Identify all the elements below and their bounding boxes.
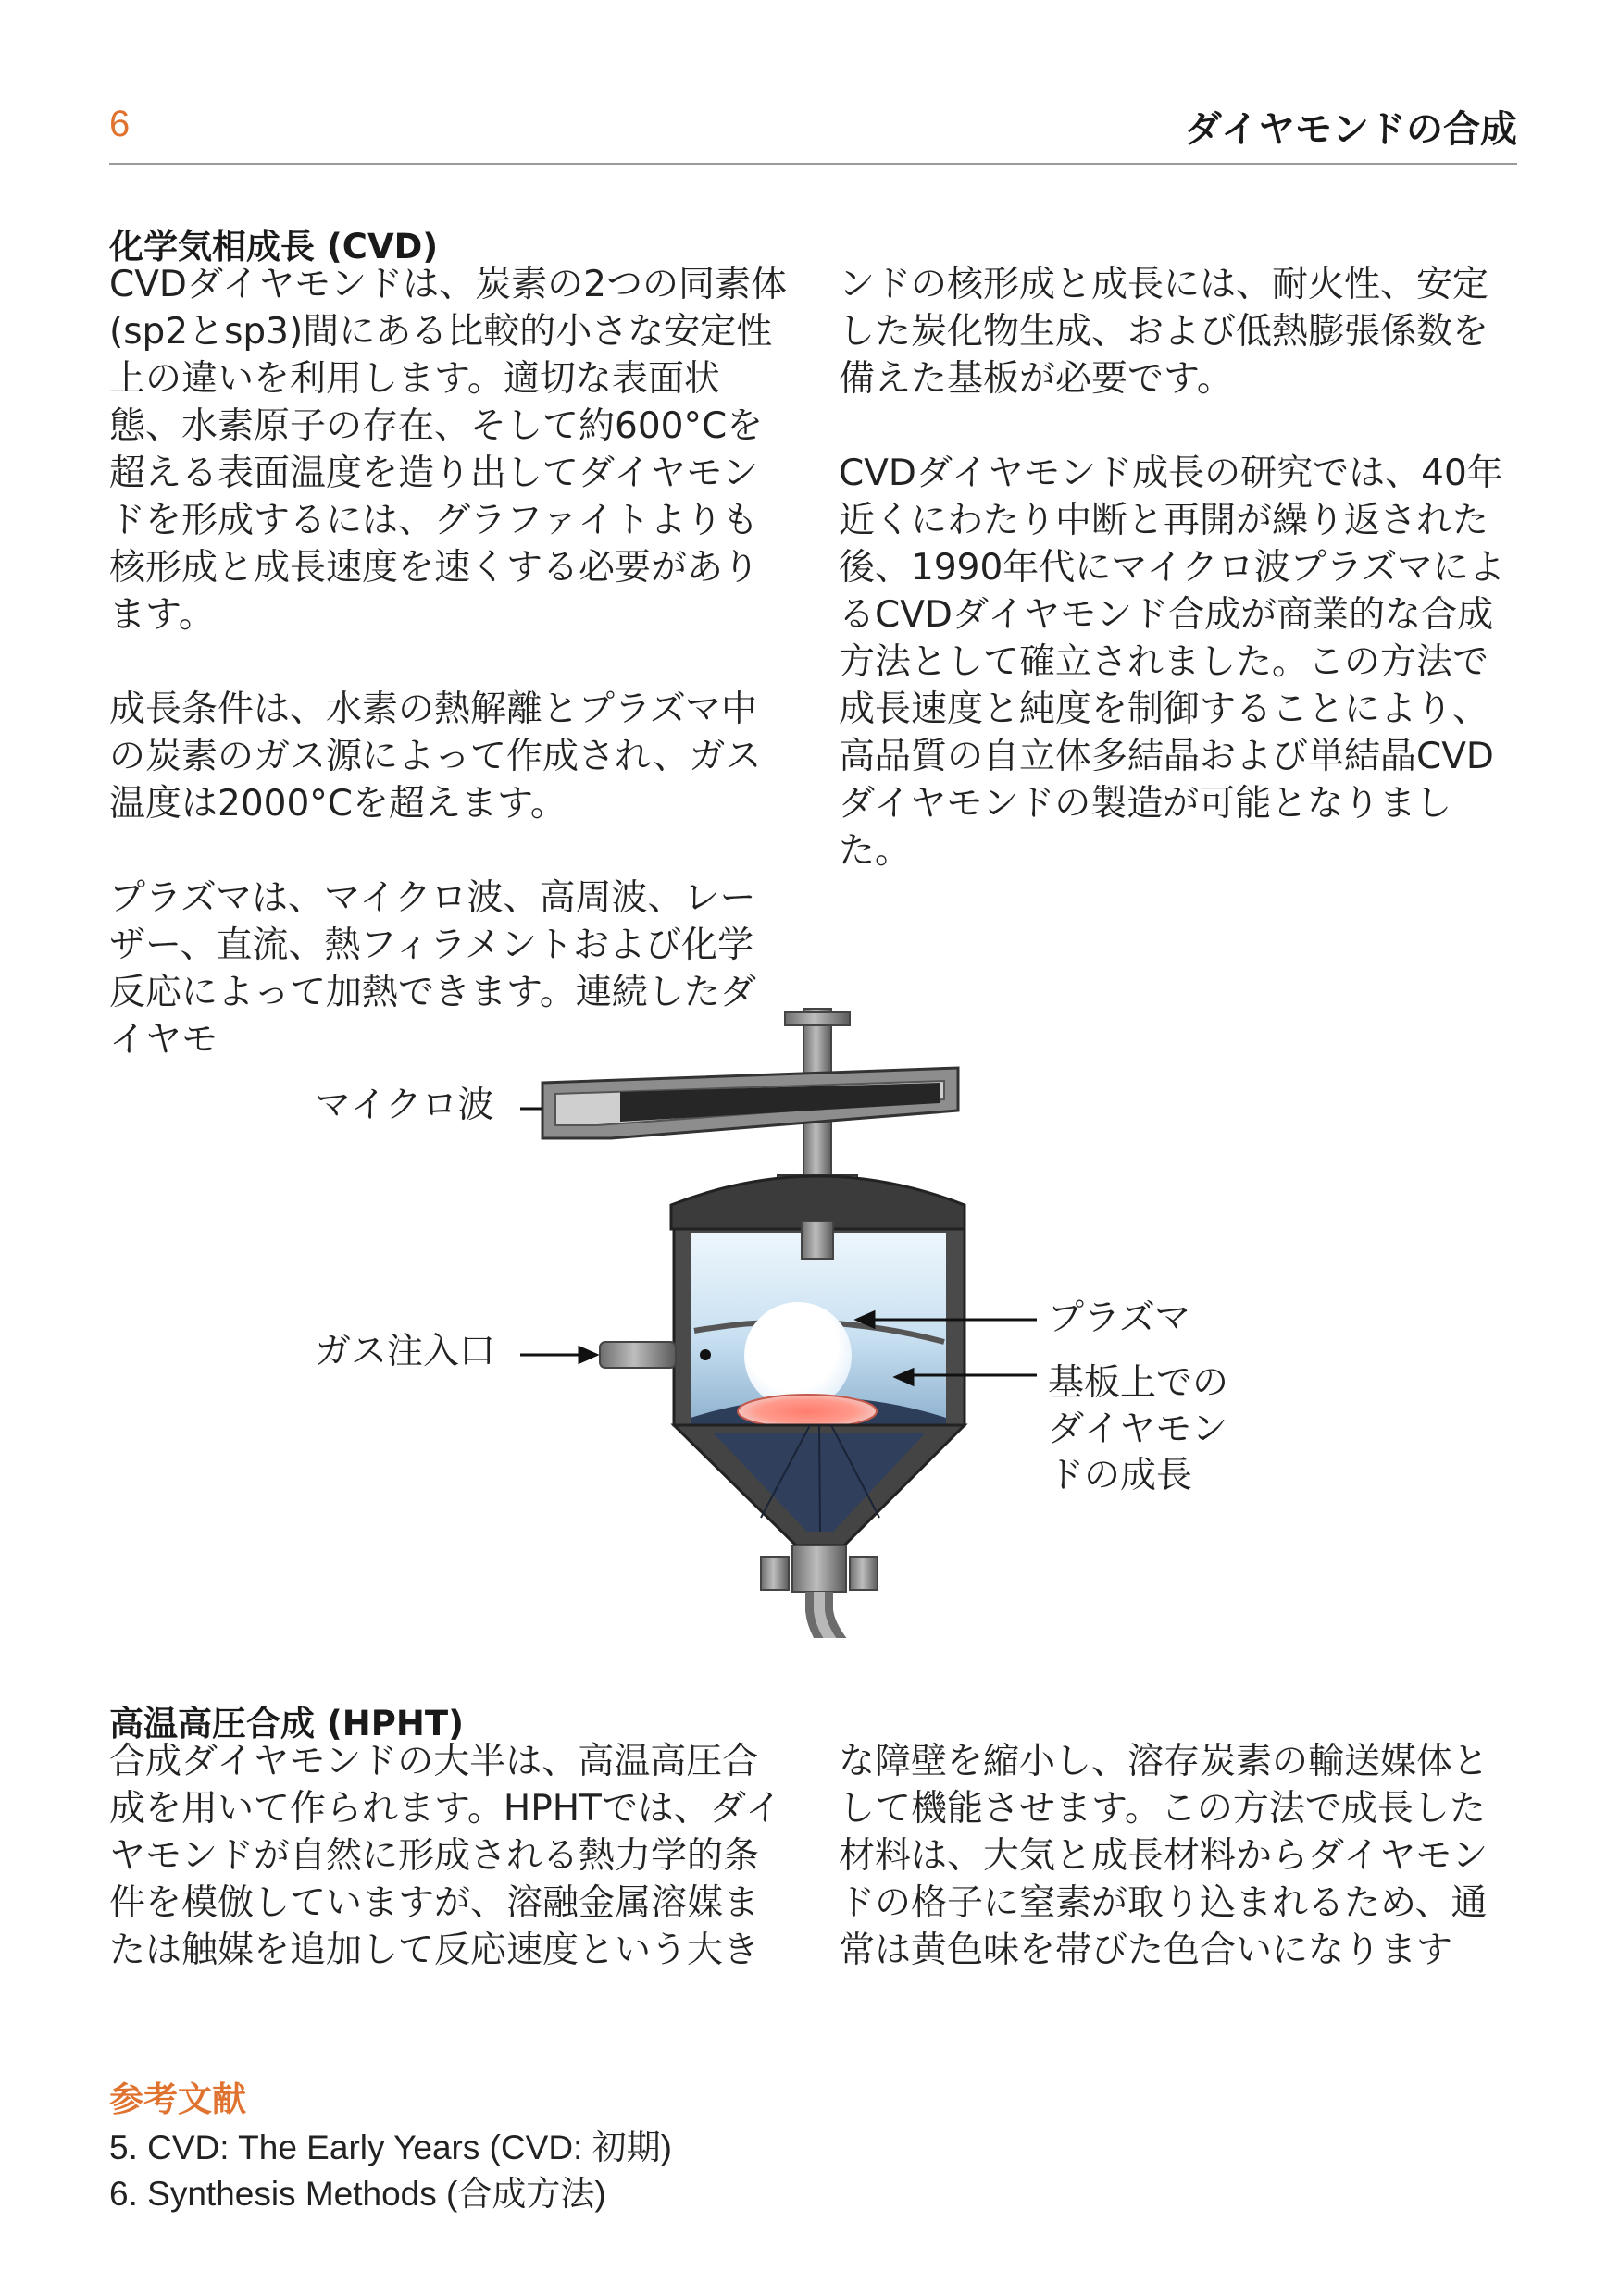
cvd-right-column [839,261,1519,875]
hpht-left-column [109,1738,790,1974]
cvd-paragraph-2: 成長条件は、水素の熱解離とプラズマ中の炭素のガス源によって作成され、ガス温度は2000°Cを超えます。 [109,689,762,825]
references-heading: 参考文献 [109,2079,246,2119]
cvd-left-column [109,261,790,1063]
label-plasma: プラズマ [1048,1297,1191,1339]
hpht-right-column [839,1738,1519,1974]
reference-item: 6. Synthesis Methods (合成方法) [109,2175,606,2213]
hpht-heading: 高温高圧合成 (HPHT) [109,1704,464,1744]
label-diamond-growth-line-3: ドの成長 [1048,1455,1193,1496]
reference-item: 5. CVD: The Early Years (CVD: 初期) [109,2128,672,2166]
label-microwave: マイクロ波 [315,1085,494,1126]
label-diamond-growth [1048,1360,1228,1499]
cvd-paragraph-4: ンドの核形成と成長には、耐火性、安定した炭化物生成、および低熱膨張係数を備えた基板が必要です。 [839,264,1489,400]
label-diamond-growth-line-1: 基板上での [1048,1362,1229,1404]
label-diamond-growth-line-2: ダイヤモン [1048,1409,1228,1450]
cvd-paragraph-3: プラズマは、マイクロ波、高周波、レーザー、直流、熱フィラメントおよび化学反応によって加熱できます。連続したダイヤモ [109,877,756,1061]
label-gas-inlet: ガス注入口 [315,1331,496,1372]
cvd-reactor-figure [278,990,1314,1638]
hpht-paragraph-2: な障壁を縮小し、溶存炭素の輸送媒体として機能させます。この方法で成長した材料は、大気と成長材料からダイヤモンドの格子に窒素が取り込まれるため、通常は黄色味を帯びた色合いになります [839,1741,1489,1971]
cvd-paragraph-1: CVDダイヤモンドは、炭素の2つの同素体(sp2とsp3)間にある比較的小さな安定性上の違いを利用します。適切な表面状態、水素原子の存在、そして約600°Cを超える表面温度を造り出してダイヤモンドを形成するには、グラファイトよりも核形成と成長速度を速くする必要があります。 [109,264,787,636]
header-rule [109,163,1517,165]
page-number: 6 [109,104,131,144]
cvd-paragraph-5: CVDダイヤモンド成長の研究では、40年近くにわたり中断と再開が繰り返された後、1990年代にマイクロ波プラズマによるCVDダイヤモンド合成が商業的な合成方法として確立されました。この方法で成長速度と純度を制御することにより、高品質の自立体多結晶および単結晶CVDダイヤモンドの製造が可能となりました。 [839,453,1505,872]
running-title: ダイヤモンドの合成 [1184,108,1517,151]
cvd-heading: 化学気相成長 (CVD) [109,227,439,267]
hpht-paragraph-1: 合成ダイヤモンドの大半は、高温高圧合成を用いて作られます。HPHTでは、ダイヤモンドが自然に形成される熱力学的条件を模倣していますが、溶融金属溶媒または触媒を追加して反応速度という大き [109,1741,782,1971]
